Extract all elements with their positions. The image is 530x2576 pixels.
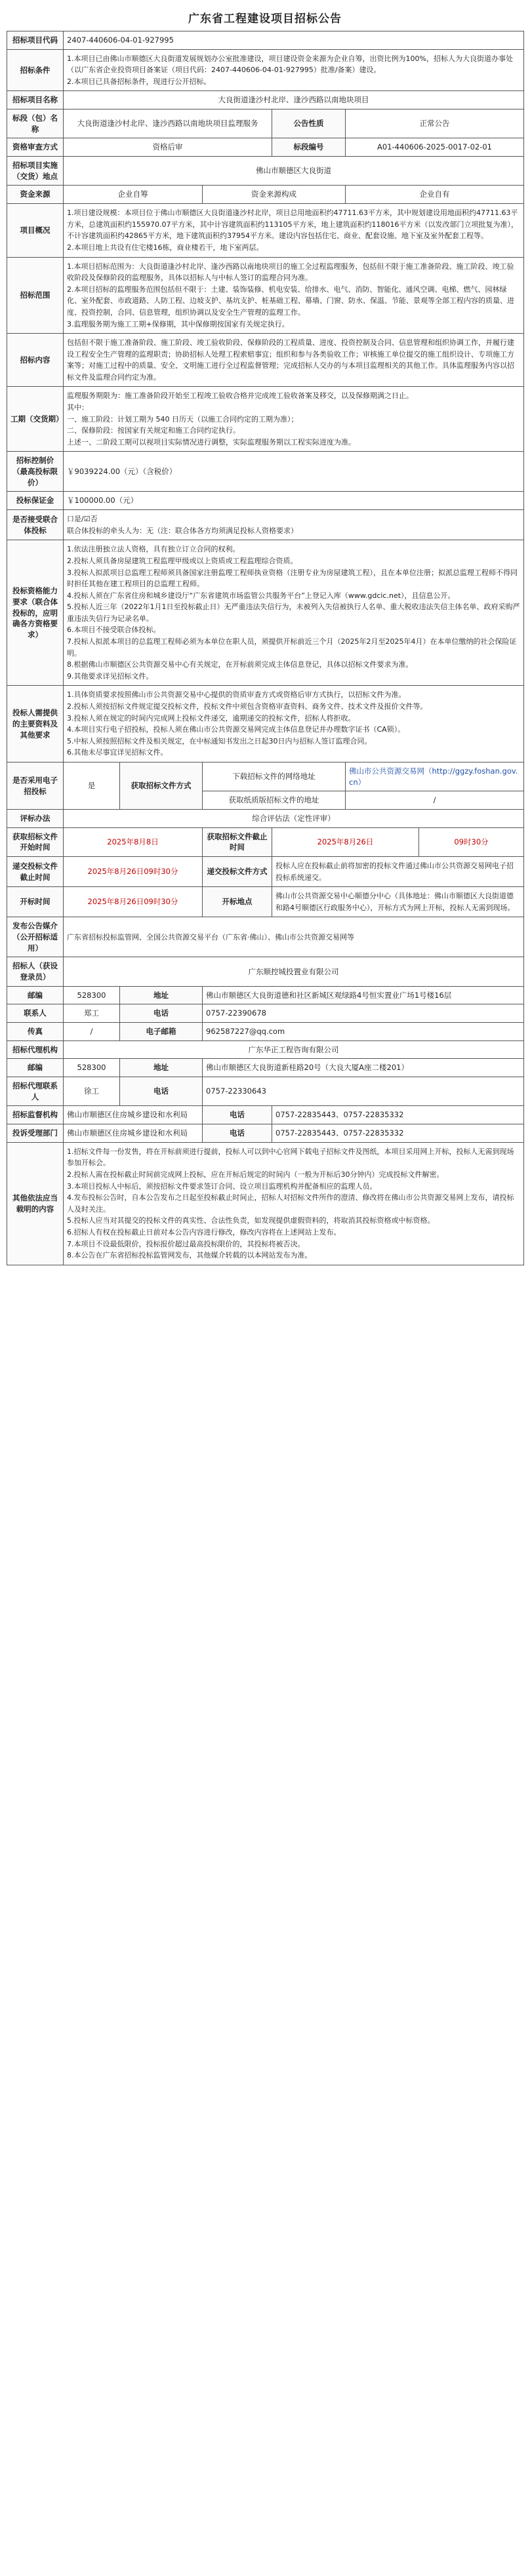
value-bid-bond: ￥100000.00（元） <box>64 492 524 510</box>
row-notes <box>7 1142 524 1265</box>
row-media <box>7 917 524 957</box>
value-notes: 1.招标文件每一份发售，将在开标前须进行提前，投标人可以到中心官网下载电子招标文件及图纸，本项目采用网上开标，投标人无需到现场参加开标会。 2.投标人需在投标截止时间前完成网上投标，应在开标后规定的时间内（一般为开标后30分钟内）完成投标文件解密。 3.本项目投标人中标后，须按招标文件要求签订合同、设立项目监理机构并配备相应的监理人员。 4.发布投标公告时，自本公告发布之日起至投标截止时间止，招标人对招标文件所作的澄清、修改将在佛山市公共资源交易网上发布，请投标人及时关注。 5.投标人应当对其提交的投标文件的真实性、合法性负责，如发现提供虚假资料的，将取消其投标资格或中标资格。 6.招标人有权在投标截止日前对本公告内容进行修改，修改内容将在上述网站上发布。 7.本项目不设最低限价，投标报价超过最高投标限价的，其投标将被否决。 8.本公告在广东省招标投标监管网发布，其他媒介转载的以本网站发布为准。 <box>64 1142 524 1265</box>
row-qualification <box>7 540 524 686</box>
value-section-code: A01-440606-2025-0017-02-01 <box>346 138 524 157</box>
row-submit <box>7 857 524 887</box>
row-overview <box>7 204 524 257</box>
value-max-price: ￥9039224.00（元）（含税价） <box>64 452 524 492</box>
label-submit-method: 递交投标文件方式 <box>203 857 272 887</box>
value-qualification: 1.依法注册独立法人资格，具有独立订立合同的权利。 2.投标人须具备房屋建筑工程监理甲级或以上资质或工程监理综合资质。 3.投标人拟派项目总监理工程师须具备国家注册监理工程师执业资格（注册专业为房屋建筑工程），且在本单位注册；拟派总监理工程师不得同时担任其他在建工程项目的总监理工程师。 4.投标人须在广东省住房和城乡建设厅“广东省建筑市场监管公共服务平台”上登记入库（www.gdcic.net），且信息公开。 5.投标人近三年（2022年1月1日至投标截止日）无严重违法失信行为，未被列入失信被执行人名单、重大税收违法失信主体名单、政府采购严重违法失信行为记录名单。 6.本项目不接受联合体投标。 7.投标人拟派本项目的总监理工程师必须为本单位在职人员，须提供开标前近三个月（2025年2月至2025年4月）在本单位缴纳的社会保险证明。 8.根据佛山市顺德区公共资源交易中心有关规定，在开标前须完成主体信息登记，具体以招标文件要求为准。 9.其他要求详见招标文件。 <box>64 540 524 686</box>
value-supervisor-phone: 0757-22835443、0757-22835332 <box>272 1106 524 1124</box>
row-supervisor <box>7 1106 524 1124</box>
value-submit-end: 2025年8月26日09时30分 <box>64 857 203 887</box>
label-tenderer: 招标人（获设登录员） <box>7 957 64 986</box>
value-project-code: 2407-440606-04-01-927995 <box>64 31 524 50</box>
row-project-code <box>7 31 524 50</box>
label-file-end: 获取招标文件截止时间 <box>203 827 272 856</box>
value-complaint: 佛山市顺德区住房城乡建设和水利局 <box>64 1124 203 1143</box>
label-agent: 招标代理机构 <box>7 1040 64 1059</box>
value-notice-nature: 正常公告 <box>346 109 524 138</box>
value-bid-type: 资格后审 <box>64 138 272 157</box>
label-complaint-phone: 电话 <box>203 1124 272 1143</box>
value-postcode: 528300 <box>64 986 120 1004</box>
notice-table <box>7 31 524 1265</box>
label-scope: 招标范围 <box>7 257 64 334</box>
value-scope: 1.本项目招标范围为：大良街道逢沙村北岸、逢沙西路以南地块项目的施工全过程监理服务，包括但不限于施工准备阶段、施工阶段、竣工验收阶段及保修阶段的监理服务，具体以招标人与中标人签订的监理合同为准。 2.本项目招标的监理服务范围包括但不限于：土建、装饰装修、机电安装、给排水、电气、消防、智能化、通风空调、电梯、燃气、园林绿化、室外配套、市政道路、人防工程、边坡支护、基坑支护、桩基础工程、幕墙、门窗、防水、保温、节能、景观等全部工程内容的质量、进度、投资控制，合同、信息管理，组织协调以及安全生产管理的监理工作。 3.监理服务期为施工工期+保修期，其中保修期按国家有关规定执行。 <box>64 257 524 334</box>
value-location: 佛山市顺德区大良街道 <box>64 157 524 186</box>
value-agent-address: 佛山市顺德区大良街道新桂路20号（大良大厦A座二楼201） <box>203 1059 524 1077</box>
label-agent-contact: 招标代理联系人 <box>7 1077 64 1106</box>
label-download-url: 下载招标文件的网络地址 <box>203 763 346 791</box>
row-open <box>7 887 524 917</box>
label-qualification: 投标资格能力要求（联合体投标的，应明确各方资格要求） <box>7 540 64 686</box>
value-paper-file: / <box>346 791 524 810</box>
label-supervisor: 招标监督机构 <box>7 1106 64 1124</box>
value-file-start: 2025年8月8日 <box>64 827 203 856</box>
row-fund <box>7 186 524 204</box>
row-agent <box>7 1040 524 1059</box>
row-scope <box>7 257 524 334</box>
label-notice-nature: 公告性质 <box>272 109 346 138</box>
row-conditions <box>7 49 524 91</box>
label-file-start: 获取招标文件开始时间 <box>7 827 64 856</box>
label-contact: 联系人 <box>7 1004 64 1023</box>
row-file-time <box>7 827 524 856</box>
value-period: 监理服务期限为：施工准备阶段开始至工程竣工验收合格并完成竣工验收备案及移交，以及保修期满之日止。 其中： 一、施工阶段：计划工期为 540 日历天（以施工合同约定的工期为准）； 二、保修阶段：按国家有关规定和施工合同约定执行。 上述一、二阶段工期可以视项目实际情况进行调整，实际监理服务期以工程实际进度为准。 <box>64 387 524 452</box>
value-open-place: 佛山市公共资源交易中心顺德分中心（具体地址：佛山市顺德区大良街道德和路4号顺德区行政服务中心），开标方式为网上开标，投标人无需到现场。 <box>272 887 524 917</box>
label-complaint: 投诉受理部门 <box>7 1124 64 1143</box>
row-tenderer <box>7 957 524 986</box>
value-media: 广东省招标投标监管网、全国公共资源交易平台（广东省·佛山）、佛山市公共资源交易网等 <box>64 917 524 957</box>
value-phone: 0757-22390678 <box>203 1004 524 1023</box>
value-file-end: 2025年8月26日 <box>272 827 419 856</box>
row-period <box>7 387 524 452</box>
label-section-name: 标段（包）名称 <box>7 109 64 138</box>
label-overview: 项目概况 <box>7 204 64 257</box>
value-file-end-time: 09时30分 <box>419 827 524 856</box>
value-overview: 1.项目建设规模：本项目位于佛山市顺德区大良街道逢沙村北岸，项目总用地面积约47711.63平方米，其中规划建设用地面积约47711.63平方米，总建筑面积约155970.07平方米，其中计容建筑面积约113105平方米，地上建筑面积约118016平方米（以发改部门立项批复为准），不计容建筑面积约42865平方米，地下建筑面积约37954平方米。建设内容包括住宅、商业、配套设施、地下室及室外配套工程等。 2.本项目地上共设有住宅楼16栋，商业楼若干，地下室两层。 <box>64 204 524 257</box>
label-conditions: 招标条件 <box>7 49 64 91</box>
value-open-time: 2025年8月26日09时30分 <box>64 887 203 917</box>
label-paper-file: 获取纸质版招标文件的地址 <box>203 791 346 810</box>
label-media: 发布公告媒介（公开招标适用） <box>7 917 64 957</box>
value-content: 包括但不限于施工准备阶段、施工阶段、竣工验收阶段、保修阶段的工程质量、进度、投资控制及合同、信息管理和组织协调工作，并履行建设工程安全生产管理的监理职责；协助招标人处理工程索赔事宜；组织和参与各类验收工作；审核施工单位提交的施工组织设计、专项施工方案等；对施工过程中的质量、安全、文明施工进行全过程监督管理；完成招标人交办的与本项目监理相关的其他工作。具体监理服务内容以招标文件及监理合同约定为准。 <box>64 334 524 387</box>
value-conditions: 1.本项目已由佛山市顺德区大良街道发展规划办公室批准建设，项目建设资金来源为企业自筹，出资比例为100%，招标人为大良街道办事处（以广东省企业投资项目备案证（项目代码：2407-440606-04-01-927995）批准/备案）建设。 2.本项目已具备招标条件，现进行公开招标。 <box>64 49 524 91</box>
label-fund-source: 资金来源 <box>7 186 64 204</box>
row-bid-bond <box>7 492 524 510</box>
page-title: 广东省工程建设项目招标公告 <box>188 12 342 26</box>
row-agent-contact <box>7 1077 524 1106</box>
value-agent-postcode: 528300 <box>64 1059 120 1077</box>
row-tenderer-fax <box>7 1023 524 1041</box>
label-email: 电子邮箱 <box>120 1023 203 1041</box>
value-supervisor: 佛山市顺德区住房城乡建设和水利局 <box>64 1106 203 1124</box>
row-other-req <box>7 686 524 763</box>
label-period: 工期（交货期） <box>7 387 64 452</box>
value-platform-link[interactable]: 佛山市公共资源交易网（http://ggzy.foshan.gov.cn） <box>346 763 524 791</box>
label-other-req: 投标人需提供的主要资料及其他要求 <box>7 686 64 763</box>
row-eval <box>7 810 524 828</box>
row-tenderer-contact <box>7 1004 524 1023</box>
label-agent-address: 地址 <box>120 1059 203 1077</box>
value-agent-phone: 0757-22330643 <box>203 1077 524 1106</box>
row-bid-type <box>7 138 524 157</box>
label-max-price: 招标控制价（最高投标限价） <box>7 452 64 492</box>
label-get-file: 获取招标文件方式 <box>120 763 203 810</box>
row-ebid <box>7 763 524 791</box>
row-complaint <box>7 1124 524 1143</box>
label-project-name: 招标项目名称 <box>7 91 64 109</box>
value-complaint-phone: 0757-22835443、0757-22835332 <box>272 1124 524 1143</box>
label-address: 地址 <box>120 986 203 1004</box>
label-phone: 电话 <box>120 1004 203 1023</box>
value-other-req: 1.具体资质要求按照佛山市公共资源交易中心提供的资质审查方式或资格后审方式执行，以招标文件为准。 2.投标人须按招标文件规定提交投标文件，投标文件中须包含资格审查资料、商务文件、技术文件及报价文件等。 3.投标人须在规定的时间内完成网上投标文件递交，逾期递交的投标文件，招标人将拒收。 4.本项目实行电子招投标，投标人须在佛山市公共资源交易网完成主体信息登记并办理数字证书（CA锁）。 5.中标人须按照招标文件及相关规定，在中标通知书发出之日起30日内与招标人签订监理合同。 6.其他未尽事宜详见招标文件。 <box>64 686 524 763</box>
notice-page <box>0 0 530 1278</box>
label-notes: 其他依法应当载明的内容 <box>7 1142 64 1265</box>
value-submit-method: 投标人应在投标截止前将加密的投标文件通过佛山市公共资源交易网电子招投标系统递交。 <box>272 857 524 887</box>
row-project-name <box>7 91 524 109</box>
label-content: 招标内容 <box>7 334 64 387</box>
label-joint: 是否接受联合体投标 <box>7 510 64 540</box>
row-agent-address <box>7 1059 524 1077</box>
label-e-bid: 是否采用电子招投标 <box>7 763 64 810</box>
value-agent: 广东华正工程咨询有限公司 <box>64 1040 524 1059</box>
value-fund-structure: 企业自有 <box>346 186 524 204</box>
value-agent-contact: 徐工 <box>64 1077 120 1106</box>
value-email: 962587227@qq.com <box>203 1023 524 1041</box>
row-section <box>7 109 524 138</box>
label-fax: 传真 <box>7 1023 64 1041</box>
label-bid-type: 资格审查方式 <box>7 138 64 157</box>
label-section-code: 标段编号 <box>272 138 346 157</box>
label-location: 招标项目实施（交货）地点 <box>7 157 64 186</box>
label-open-time: 开标时间 <box>7 887 64 917</box>
value-section-name: 大良街道逢沙村北岸、逢沙西路以南地块项目监理服务 <box>64 109 272 138</box>
value-contact: 郑工 <box>64 1004 120 1023</box>
value-fund-source: 企业自筹 <box>64 186 203 204</box>
label-bid-bond: 投标保证金 <box>7 492 64 510</box>
value-tenderer: 广东顺控城投置业有限公司 <box>64 957 524 986</box>
row-content <box>7 334 524 387</box>
label-eval: 评标办法 <box>7 810 64 828</box>
value-project-name: 大良街道逢沙村北岸、逢沙西路以南地块项目 <box>64 91 524 109</box>
label-agent-postcode: 邮编 <box>7 1059 64 1077</box>
value-eval: 综合评估法（定性评审） <box>64 810 524 828</box>
row-location <box>7 157 524 186</box>
label-agent-phone: 电话 <box>120 1077 203 1106</box>
label-submit-end: 递交投标文件截止时间 <box>7 857 64 887</box>
value-fax: / <box>64 1023 120 1041</box>
row-tenderer-address <box>7 986 524 1004</box>
label-open-place: 开标地点 <box>203 887 272 917</box>
row-max-price <box>7 452 524 492</box>
value-e-bid: 是 <box>64 763 120 810</box>
label-project-code: 招标项目代码 <box>7 31 64 50</box>
value-address: 佛山市顺德区大良街道德和社区新城区观绿路4号恒实置业广场1号楼16层 <box>203 986 524 1004</box>
value-joint: 口是/☑否 联合体投标的牵头人为：无（注：联合体各方均须满足投标人资格要求） <box>64 510 524 540</box>
label-fund-structure: 资金来源构成 <box>203 186 346 204</box>
label-supervisor-phone: 电话 <box>203 1106 272 1124</box>
row-joint <box>7 510 524 540</box>
label-postcode: 邮编 <box>7 986 64 1004</box>
